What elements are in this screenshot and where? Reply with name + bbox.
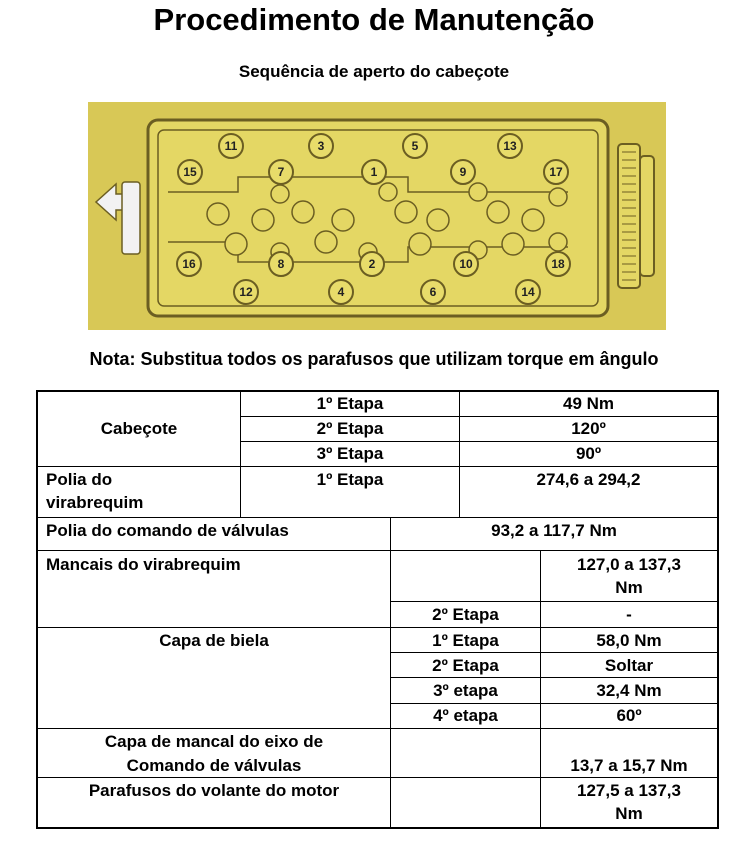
biela-label: Capa de biela (159, 631, 269, 650)
biela-stage-2: 2º Etapa (432, 656, 499, 675)
bolt-3 (309, 134, 333, 158)
bolt-number-label: 1 (370, 165, 378, 179)
bolt-12 (234, 280, 258, 304)
bolt-number-label: 2 (368, 257, 376, 271)
bolt-6 (421, 280, 445, 304)
bolt-8 (269, 252, 293, 276)
biela-stage-3: 3º etapa (433, 681, 498, 700)
bolt-number-label: 11 (224, 139, 238, 153)
capa-mancal-value: 13,7 a 15,7 Nm (570, 756, 688, 775)
cabecote-stage-1: 1º Etapa (316, 394, 384, 413)
mancais-stage-2: 2º Etapa (432, 605, 499, 624)
bolt-13 (498, 134, 522, 158)
volante-label: Parafusos do volante do motor (88, 781, 340, 800)
bolt-number-label: 5 (411, 139, 419, 153)
biela-value-1: 58,0 Nm (596, 631, 662, 650)
bolt-number-label: 3 (317, 139, 325, 153)
bolt-number-label: 15 (183, 165, 197, 179)
bolt-1 (362, 160, 386, 184)
bolt-11 (219, 134, 243, 158)
capa-mancal-label-line2: Comando de válvulas (126, 756, 302, 775)
polia-vira-label-line1: Polia do (46, 470, 113, 489)
diagram-subtitle: Sequência de aperto do cabeçote (238, 62, 510, 81)
mancais-value-2: - (626, 605, 632, 624)
bolt-number-label: 14 (521, 285, 535, 299)
bolt-2 (360, 252, 384, 276)
bolt-number-label: 18 (551, 257, 565, 271)
bolt-number-label: 13 (503, 139, 517, 153)
cabecote-value-3: 90º (575, 444, 602, 463)
bolt-number-label: 4 (337, 285, 345, 299)
polia-comando-label: Polia do comando de válvulas (46, 521, 289, 540)
biela-value-3: 32,4 Nm (596, 681, 662, 700)
polia-vira-label-line2: virabrequim (46, 493, 144, 512)
bolt-number-label: 6 (429, 285, 437, 299)
page-title: Procedimento de Manutenção (153, 2, 595, 37)
bolt-17 (544, 160, 568, 184)
cabecote-label: Cabeçote (100, 419, 178, 438)
bolt-14 (516, 280, 540, 304)
cabecote-stage-2: 2º Etapa (316, 419, 384, 438)
cylinder-head-diagram (88, 102, 666, 330)
bolt-16 (177, 252, 201, 276)
bolt-7 (269, 160, 293, 184)
mancais-value-line2: Nm (615, 578, 643, 597)
bolt-number-label: 7 (277, 165, 285, 179)
bolt-number-label: 9 (459, 165, 467, 179)
polia-comando-value: 93,2 a 117,7 Nm (491, 521, 617, 540)
mancais-value-line1: 127,0 a 137,3 (577, 555, 681, 574)
cabecote-stage-3: 3º Etapa (316, 444, 384, 463)
biela-stage-4: 4º etapa (433, 706, 498, 725)
bolt-number-label: 10 (459, 257, 473, 271)
volante-value-line2: Nm (615, 804, 643, 823)
note-text: Nota: Substitua todos os parafusos que utilizam torque em ângulo (89, 349, 659, 369)
bolt-15 (178, 160, 202, 184)
polia-vira-stage: 1º Etapa (316, 470, 384, 489)
biela-stage-1: 1º Etapa (432, 631, 499, 650)
bolt-18 (546, 252, 570, 276)
bolt-9 (451, 160, 475, 184)
capa-mancal-label-line1: Capa de mancal do eixo de (104, 732, 324, 751)
cabecote-value-1: 49 Nm (562, 394, 615, 413)
bolt-10 (454, 252, 478, 276)
volante-value-line1: 127,5 a 137,3 (577, 781, 681, 800)
cabecote-value-2: 120º (571, 419, 606, 438)
bolt-number-label: 17 (549, 165, 563, 179)
biela-value-2: Soltar (604, 656, 654, 675)
bolt-number-label: 16 (182, 257, 196, 271)
bolt-number-label: 12 (239, 285, 253, 299)
biela-value-4: 60º (616, 706, 642, 725)
gear-icon (618, 144, 654, 288)
bolt-5 (403, 134, 427, 158)
polia-vira-value: 274,6 a 294,2 (536, 470, 641, 489)
mancais-label: Mancais do virabrequim (46, 555, 241, 574)
bolt-4 (329, 280, 353, 304)
bolt-number-label: 8 (277, 257, 285, 271)
